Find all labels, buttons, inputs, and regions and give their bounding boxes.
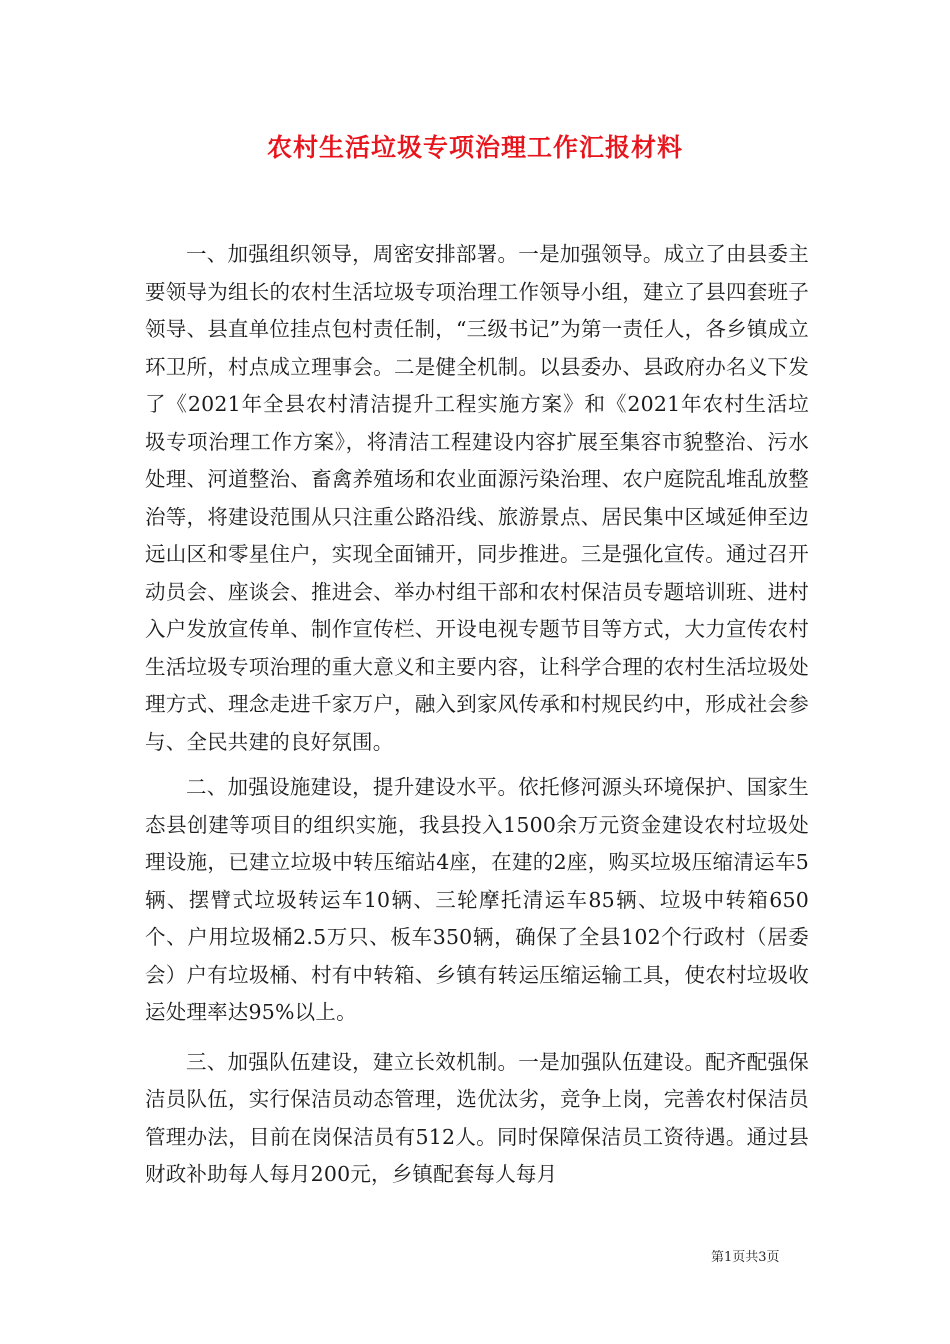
page-number: 第1页共3页 xyxy=(711,1250,780,1265)
paragraph-section-2: 二、加强设施建设，提升建设水平。依托修河源头环境保护、国家生态县创建等项目的组织实施，我县投入1500余万元资金建设农村垃圾处理设施，已建立垃圾中转压缩站4座，在建的2座，购买垃圾压缩清运车5辆、摆臂式垃圾转运车10辆、三轮摩托清运车85辆、垃圾中转箱650个、户用垃圾桶2.5万只、板车350辆，确保了全县102个行政村（居委会）户有垃圾桶、村有中转箱、乡镇有转运压缩运输工具，使农村垃圾收运处理率达95%以上。 xyxy=(145,775,809,1024)
paragraph-section-3: 三、加强队伍建设，建立长效机制。一是加强队伍建设。配齐配强保洁员队伍，实行保洁员动态管理，选优汰劣，竞争上岗，完善农村保洁员管理办法，目前在岗保洁员有512人。同时保障保洁员工资待遇。通过县财政补助每人每月200元，乡镇配套每人每月 xyxy=(145,1049,809,1186)
document-body xyxy=(145,236,809,1194)
page-title: 农村生活垃圾专项治理工作汇报材料 xyxy=(266,133,683,162)
paragraph-section-1: 一、加强组织领导，周密安排部署。一是加强领导。成立了由县委主要领导为组长的农村生活垃圾专项治理工作领导小组，建立了县四套班子领导、县直单位挂点包村责任制，“三级书记”为第一责任人，各乡镇成立环卫所，村点成立理事会。二是健全机制。以县委办、县政府办名义下发了《2021年全县农村清洁提升工程实施方案》和《2021年农村生活垃圾专项治理工作方案》，将清洁工程建设内容扩展至集容市貌整治、污水处理、河道整治、畜禽养殖场和农业面源污染治理、农户庭院乱堆乱放整治等，将建设范围从只注重公路沿线、旅游景点、居民集中区域延伸至边远山区和零星住户，实现全面铺开，同步推进。三是强化宣传。通过召开动员会、座谈会、推进会、举办村组干部和农村保洁员专题培训班、进村入户发放宣传单、制作宣传栏、开设电视专题节目等方式，大力宣传农村生活垃圾专项治理的重大意义和主要内容，让科学合理的农村生活垃圾处理方式、理念走进千家万户，融入到家风传承和村规民约中，形成社会参与、全民共建的良好氛围。 xyxy=(145,242,809,754)
